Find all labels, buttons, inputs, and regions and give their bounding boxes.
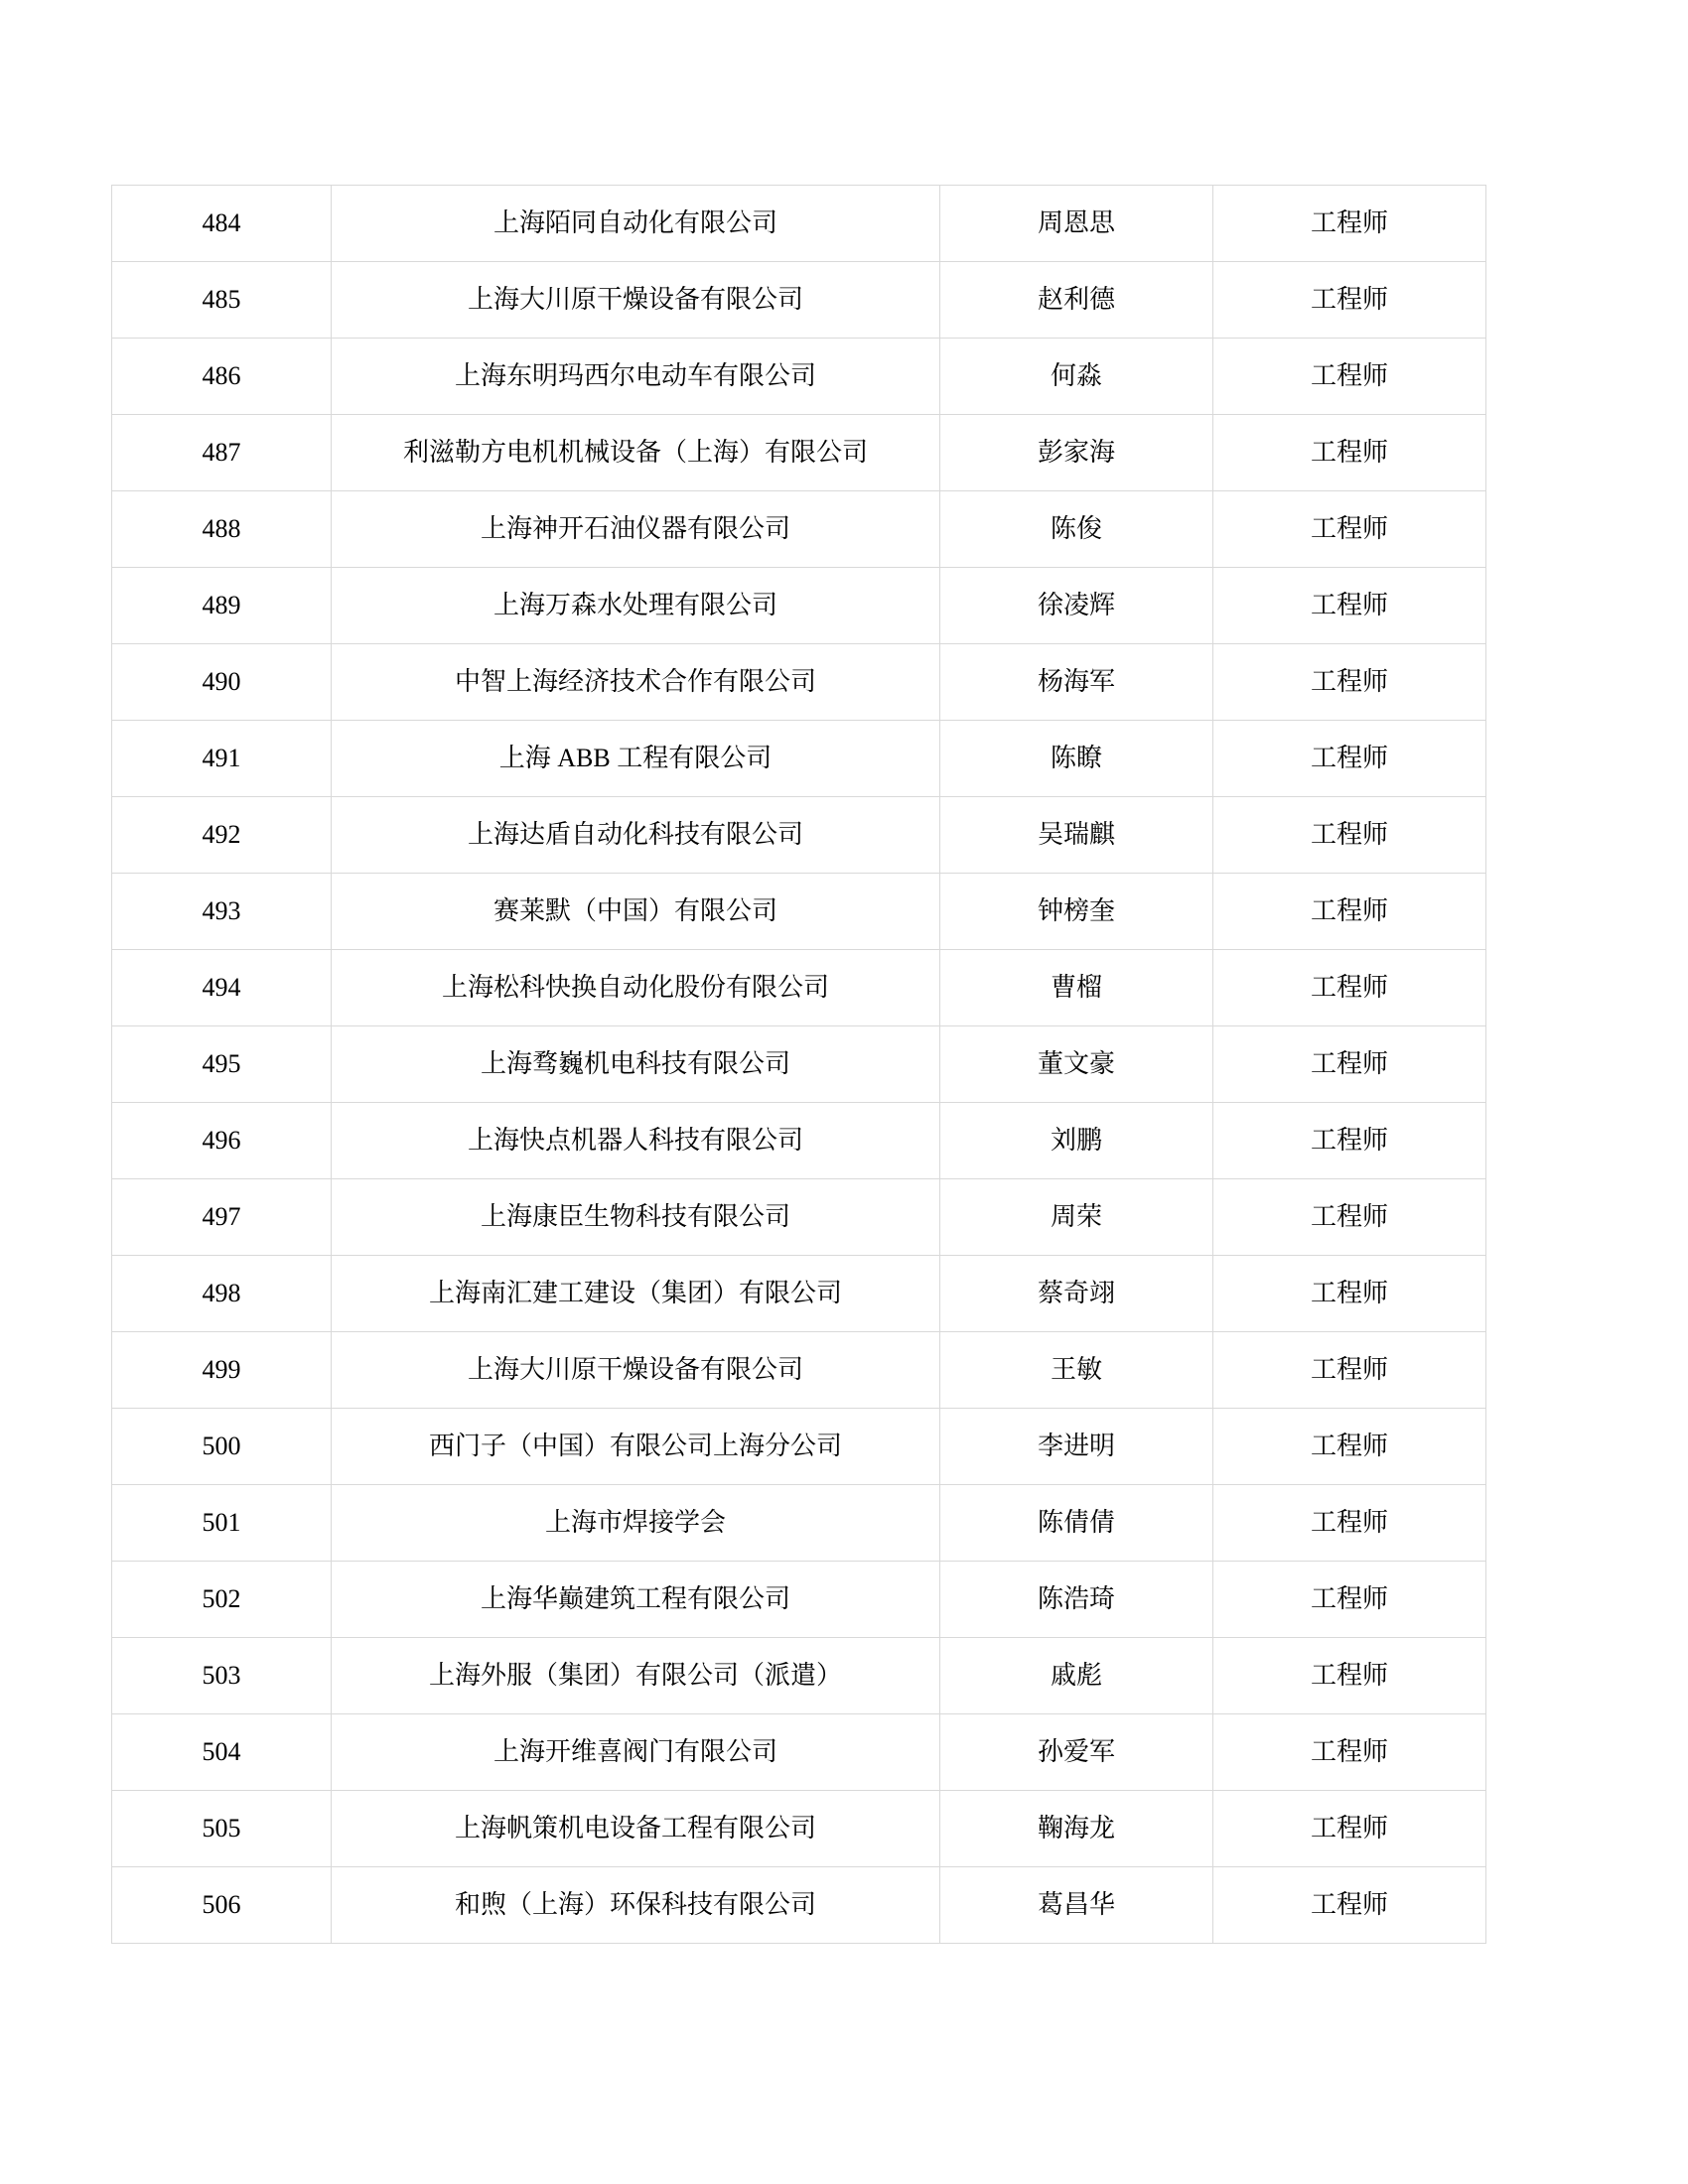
row-number-cell: 498 <box>112 1256 332 1332</box>
job-title-cell: 工程师 <box>1213 339 1486 415</box>
person-name-cell: 周恩思 <box>940 186 1213 262</box>
company-name-cell: 上海外服（集团）有限公司（派遣） <box>332 1638 940 1714</box>
row-number-cell: 492 <box>112 797 332 874</box>
company-name-cell: 上海开维喜阀门有限公司 <box>332 1714 940 1791</box>
row-number-cell: 500 <box>112 1409 332 1485</box>
table-row <box>112 1332 1486 1409</box>
person-name-cell: 曹榴 <box>940 950 1213 1026</box>
row-number-cell: 503 <box>112 1638 332 1714</box>
company-name-cell: 上海骛巍机电科技有限公司 <box>332 1026 940 1103</box>
job-title-cell: 工程师 <box>1213 1485 1486 1562</box>
company-name-cell: 上海陌同自动化有限公司 <box>332 186 940 262</box>
company-name-cell: 中智上海经济技术合作有限公司 <box>332 644 940 721</box>
row-number-cell: 485 <box>112 262 332 339</box>
company-name-cell: 上海松科快换自动化股份有限公司 <box>332 950 940 1026</box>
row-number-cell: 505 <box>112 1791 332 1867</box>
job-title-cell: 工程师 <box>1213 1409 1486 1485</box>
table-row <box>112 797 1486 874</box>
person-name-cell: 戚彪 <box>940 1638 1213 1714</box>
row-number-cell: 506 <box>112 1867 332 1944</box>
person-name-cell: 李进明 <box>940 1409 1213 1485</box>
row-number-cell: 488 <box>112 491 332 568</box>
roster-table <box>111 185 1486 1944</box>
company-name-cell: 上海大川原干燥设备有限公司 <box>332 1332 940 1409</box>
company-name-cell: 上海帆策机电设备工程有限公司 <box>332 1791 940 1867</box>
table-row <box>112 950 1486 1026</box>
row-number-cell: 484 <box>112 186 332 262</box>
table-row <box>112 1485 1486 1562</box>
job-title-cell: 工程师 <box>1213 186 1486 262</box>
row-number-cell: 494 <box>112 950 332 1026</box>
table-row <box>112 1256 1486 1332</box>
company-name-cell: 和煦（上海）环保科技有限公司 <box>332 1867 940 1944</box>
table-row <box>112 874 1486 950</box>
job-title-cell: 工程师 <box>1213 950 1486 1026</box>
company-name-cell: 上海东明玛西尔电动车有限公司 <box>332 339 940 415</box>
company-name-cell: 上海华巅建筑工程有限公司 <box>332 1562 940 1638</box>
company-name-cell: 上海南汇建工建设（集团）有限公司 <box>332 1256 940 1332</box>
job-title-cell: 工程师 <box>1213 262 1486 339</box>
job-title-cell: 工程师 <box>1213 1791 1486 1867</box>
row-number-cell: 491 <box>112 721 332 797</box>
company-name-cell: 上海 ABB 工程有限公司 <box>332 721 940 797</box>
person-name-cell: 王敏 <box>940 1332 1213 1409</box>
company-name-cell: 赛莱默（中国）有限公司 <box>332 874 940 950</box>
person-name-cell: 蔡奇翊 <box>940 1256 1213 1332</box>
person-name-cell: 吴瑞麒 <box>940 797 1213 874</box>
job-title-cell: 工程师 <box>1213 1026 1486 1103</box>
row-number-cell: 486 <box>112 339 332 415</box>
person-name-cell: 徐凌辉 <box>940 568 1213 644</box>
roster-table-body <box>112 186 1486 1944</box>
company-name-cell: 上海神开石油仪器有限公司 <box>332 491 940 568</box>
table-row <box>112 186 1486 262</box>
person-name-cell: 刘鹏 <box>940 1103 1213 1179</box>
table-row <box>112 1638 1486 1714</box>
row-number-cell: 487 <box>112 415 332 491</box>
job-title-cell: 工程师 <box>1213 1256 1486 1332</box>
company-name-cell: 上海市焊接学会 <box>332 1485 940 1562</box>
person-name-cell: 孙爱军 <box>940 1714 1213 1791</box>
row-number-cell: 489 <box>112 568 332 644</box>
table-row <box>112 262 1486 339</box>
person-name-cell: 钟榜奎 <box>940 874 1213 950</box>
table-row <box>112 568 1486 644</box>
row-number-cell: 501 <box>112 1485 332 1562</box>
row-number-cell: 497 <box>112 1179 332 1256</box>
row-number-cell: 504 <box>112 1714 332 1791</box>
person-name-cell: 陈瞭 <box>940 721 1213 797</box>
company-name-cell: 西门子（中国）有限公司上海分公司 <box>332 1409 940 1485</box>
person-name-cell: 鞠海龙 <box>940 1791 1213 1867</box>
person-name-cell: 葛昌华 <box>940 1867 1213 1944</box>
table-row <box>112 1791 1486 1867</box>
row-number-cell: 495 <box>112 1026 332 1103</box>
job-title-cell: 工程师 <box>1213 1638 1486 1714</box>
table-row <box>112 1714 1486 1791</box>
table-row <box>112 415 1486 491</box>
company-name-cell: 上海康臣生物科技有限公司 <box>332 1179 940 1256</box>
job-title-cell: 工程师 <box>1213 1103 1486 1179</box>
table-row <box>112 1562 1486 1638</box>
row-number-cell: 496 <box>112 1103 332 1179</box>
person-name-cell: 彭家海 <box>940 415 1213 491</box>
job-title-cell: 工程师 <box>1213 415 1486 491</box>
table-row <box>112 644 1486 721</box>
row-number-cell: 493 <box>112 874 332 950</box>
job-title-cell: 工程师 <box>1213 1867 1486 1944</box>
job-title-cell: 工程师 <box>1213 491 1486 568</box>
job-title-cell: 工程师 <box>1213 1714 1486 1791</box>
job-title-cell: 工程师 <box>1213 1179 1486 1256</box>
job-title-cell: 工程师 <box>1213 797 1486 874</box>
table-row <box>112 1103 1486 1179</box>
person-name-cell: 陈倩倩 <box>940 1485 1213 1562</box>
row-number-cell: 490 <box>112 644 332 721</box>
row-number-cell: 502 <box>112 1562 332 1638</box>
table-row <box>112 491 1486 568</box>
person-name-cell: 赵利德 <box>940 262 1213 339</box>
job-title-cell: 工程师 <box>1213 1562 1486 1638</box>
person-name-cell: 何淼 <box>940 339 1213 415</box>
job-title-cell: 工程师 <box>1213 644 1486 721</box>
table-row <box>112 1026 1486 1103</box>
person-name-cell: 杨海军 <box>940 644 1213 721</box>
table-row <box>112 1867 1486 1944</box>
person-name-cell: 周荣 <box>940 1179 1213 1256</box>
table-row <box>112 1409 1486 1485</box>
table-row <box>112 721 1486 797</box>
company-name-cell: 上海快点机器人科技有限公司 <box>332 1103 940 1179</box>
company-name-cell: 利滋勒方电机机械设备（上海）有限公司 <box>332 415 940 491</box>
job-title-cell: 工程师 <box>1213 874 1486 950</box>
job-title-cell: 工程师 <box>1213 721 1486 797</box>
table-row <box>112 339 1486 415</box>
person-name-cell: 陈俊 <box>940 491 1213 568</box>
job-title-cell: 工程师 <box>1213 568 1486 644</box>
company-name-cell: 上海大川原干燥设备有限公司 <box>332 262 940 339</box>
company-name-cell: 上海达盾自动化科技有限公司 <box>332 797 940 874</box>
job-title-cell: 工程师 <box>1213 1332 1486 1409</box>
row-number-cell: 499 <box>112 1332 332 1409</box>
person-name-cell: 陈浩琦 <box>940 1562 1213 1638</box>
person-name-cell: 董文豪 <box>940 1026 1213 1103</box>
table-row <box>112 1179 1486 1256</box>
company-name-cell: 上海万森水处理有限公司 <box>332 568 940 644</box>
